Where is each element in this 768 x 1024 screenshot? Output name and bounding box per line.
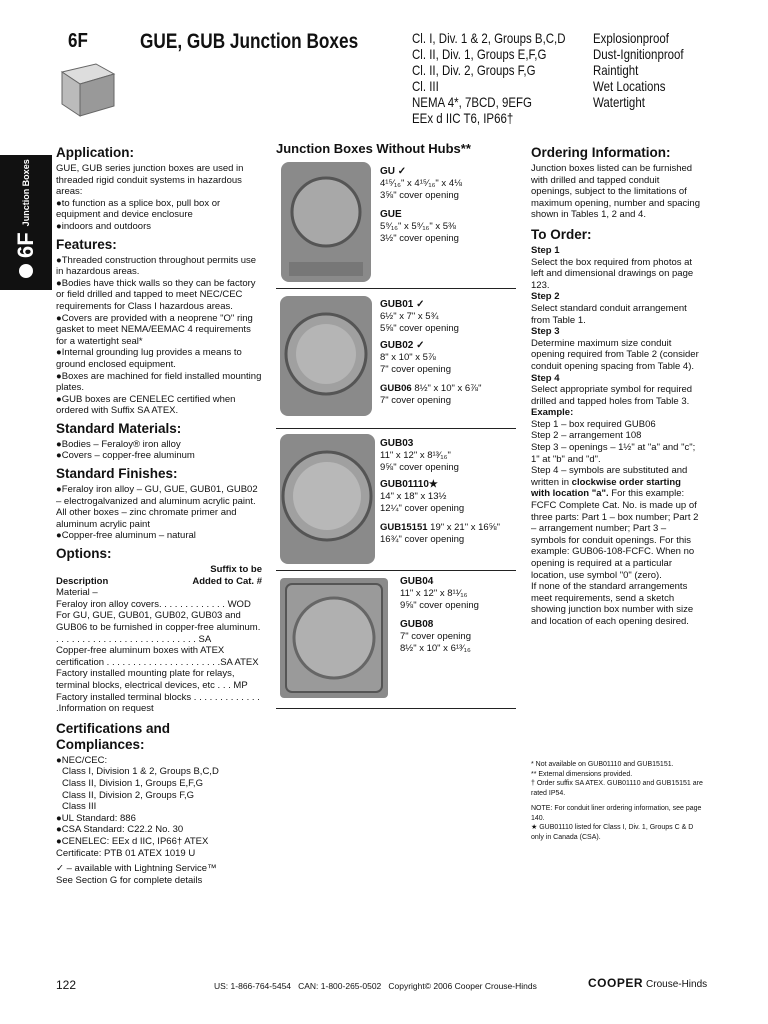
step-text: Select appropriate symbol for required drilled and tapped holes from Table 3. — [531, 384, 693, 407]
section-code: 6F — [68, 30, 88, 52]
cert-nec-line: Class II, Division 2, Groups F,G — [62, 789, 194, 801]
class-line: EEx d IIC T6, IP66† — [412, 110, 514, 126]
product-dim: 8½" x 10" x 6¹³⁄₁₆ — [400, 642, 471, 654]
step-label: Step 3 — [531, 326, 560, 338]
product-cover: 9⅝" cover opening — [380, 461, 459, 473]
class-list — [412, 30, 566, 126]
product-cover: 3⅝" cover opening — [380, 189, 459, 201]
materials-heading: Standard Materials: — [56, 420, 182, 436]
feature-item: ● GUB boxes are CENELEC certified when ordered with Suffix SA ATEX. — [56, 394, 262, 417]
product-dim: 11" x 12" x 8¹³⁄₁₆" — [380, 450, 451, 461]
product-photo-gub01 — [280, 296, 372, 416]
product-dim: 11" x 12" x 8¹¹⁄₁₆ — [400, 588, 468, 599]
rating-line: Watertight — [593, 94, 645, 110]
to-order-heading: To Order: — [531, 226, 592, 242]
product-dim: 5⁹⁄₁₆" x 5⁹⁄₁₆" x 5⅜ — [380, 221, 456, 232]
footnote: * Not available on GUB01110 and GUB15151. — [531, 761, 674, 768]
options-heading: Options: — [56, 546, 112, 562]
divider — [276, 570, 516, 571]
example-line: Step 2 – arrangement 108 — [531, 430, 642, 442]
product-cover: 3½" cover opening — [380, 232, 459, 244]
brand-logo — [588, 976, 707, 990]
lightning-note: ✓ – available with Lightning Service™ — [56, 863, 217, 875]
step-label: Step 4 — [531, 372, 560, 384]
rating-line: Dust-Ignitionproof — [593, 46, 684, 62]
products-heading: Junction Boxes Without Hubs** — [276, 141, 471, 156]
step-text: Select standard conduit arrangement from Table 1. — [531, 302, 687, 326]
product-dim: 14" x 18" x 13½ — [380, 491, 447, 502]
cert-nec-line: Class II, Division 1, Groups E,F,G — [62, 777, 203, 789]
ordering-heading: Ordering Information: — [531, 145, 671, 160]
cert-item: ● CENELEC: EEx d IIC, IP66† ATEX — [56, 836, 262, 848]
material-item: ● Covers – copper-free aluminum — [56, 450, 262, 462]
left-column — [56, 141, 262, 886]
finish-item: ● Copper-free aluminum – natural — [56, 530, 262, 542]
example-line: Step 4 – symbols are substituted and written in clockwise order starting with location "a". For this example: FCFC Complete Cat. No. is made up of three parts: Part 1 – box number; Part 2 – arrangement number; Part 3 – symbols for conduit openings. For this example: GUB06-108-FCFC. When no opening is required at a particular location, use symbol "0" (zero). — [531, 465, 699, 581]
product-name: GUE — [380, 209, 402, 220]
brand-name: COOPER — [588, 976, 644, 990]
ordering-text: Junction boxes listed can be furnished with drilled and tapped conduit openings, subject to the limitations of maximum opening, number and spacing shown in Tables 1, 2 and 4. — [531, 163, 700, 221]
application-bullet: ● indoors and outdoors — [56, 221, 262, 233]
step-text: Determine maximum size conduit opening required from Table 2 (consider conduit opening spacing from Table 4). — [531, 337, 699, 372]
product-dim: 4¹⁵⁄₁₆" x 4¹⁵⁄₁₆" x 4⅛ — [380, 178, 463, 189]
option-row: Factory installed mounting plate for relays, terminal blocks, electrical devices, etc . . . MP — [56, 668, 248, 691]
product-name: GUB01110★ — [380, 479, 438, 490]
product-cover: 7" cover opening — [380, 363, 451, 375]
product-name: GUB01 ✓ — [380, 299, 425, 310]
product-name: GUB08 — [400, 619, 434, 630]
right-column — [531, 141, 701, 628]
features-heading: Features: — [56, 236, 117, 252]
option-row: Copper-free aluminum boxes with ATEX certification . . . . . . . . . . . . . . . . . . . . . .SA ATEX — [56, 645, 259, 668]
tab-circle-icon — [19, 264, 33, 278]
class-line: NEMA 4*, 7BCD, 9EFG — [412, 94, 532, 110]
junction-box-thumbnail — [56, 58, 118, 120]
cert-certificate: Certificate: PTB 01 ATEX 1019 U — [56, 847, 196, 859]
product-group-4 — [400, 576, 510, 654]
option-row: For GU, GUE, GUB01, GUB02, GUB03 and GUB06 to be furnished in copper-free aluminum. . . . . . . . . . . . . . . . . . . . . . . . . . . . SA — [56, 610, 261, 645]
product-cover: 12¼" cover opening — [380, 502, 465, 514]
product-group-2 — [380, 299, 510, 406]
application-text: GUE, GUB series junction boxes are used in threaded rigid conduit systems in hazardous areas: — [56, 163, 244, 198]
product-dim: 8" x 10" x 5⅞ — [380, 352, 436, 363]
rating-line: Explosionproof — [593, 30, 669, 46]
product-cover: 7" cover opening — [400, 631, 471, 642]
rating-list — [593, 30, 684, 110]
footnote: ★ GUB01110 listed for Class I, Div. 1, Groups C & D only in Canada (CSA). — [531, 824, 694, 841]
application-heading: Application: — [56, 145, 134, 160]
example-label: Example: — [531, 407, 574, 419]
footer-contact: US: 1-866-764-5454 CAN: 1-800-265-0502 Copyright© 2006 Cooper Crouse-Hinds — [214, 981, 537, 991]
product-name: GUB04 — [400, 576, 434, 587]
feature-item: ● Covers are provided with a neoprene "O" ring gasket to meet NEMA/EEMAC 4 requirements for a watertight seal* — [56, 313, 262, 348]
product-inline: GUB06 8½" x 10" x 6⅞" — [380, 383, 482, 394]
material-item: ● Bodies – Feraloy® iron alloy — [56, 439, 262, 451]
product-group-1 — [380, 166, 490, 244]
feature-item: ● Threaded construction throughout permits use in hazardous areas. — [56, 255, 262, 278]
cert-item: ● CSA Standard: C22.2 No. 30 — [56, 824, 262, 836]
lightning-note-detail: See Section G for complete details — [56, 874, 203, 886]
divider — [276, 288, 516, 289]
class-line: Cl. I, Div. 1 & 2, Groups B,C,D — [412, 30, 566, 46]
product-cover: 7" cover opening — [380, 394, 451, 406]
section-tab — [0, 155, 52, 290]
footnote: ** External dimensions provided. — [531, 770, 633, 778]
product-cover: 5⅝" cover opening — [380, 322, 459, 334]
cert-item: ● UL Standard: 886 — [56, 813, 262, 825]
footnote: NOTE: For conduit liner ordering information, see page 140. — [531, 805, 702, 822]
example-end: If none of the standard arrangements meet requirements, send a sketch showing junction box number with size and location of each opening desired. — [531, 581, 694, 627]
finishes-heading: Standard Finishes: — [56, 466, 178, 482]
product-photo-gub04 — [280, 578, 388, 698]
options-header — [56, 564, 262, 587]
product-photo-gu — [281, 162, 371, 282]
example-line: Step 3 – openings – 1½" at "a" and "c"; 1" at "b" and "d". — [531, 442, 696, 465]
page-title: GUE, GUB Junction Boxes — [140, 30, 359, 53]
brand-subname: Crouse-Hinds — [646, 979, 708, 990]
feature-item: ● Internal grounding lug provides a means to ground enclosed equipment. — [56, 347, 262, 370]
step-label: Step 2 — [531, 291, 560, 303]
step-label: Step 1 — [531, 244, 560, 256]
options-suffix-header: Suffix to be Added to Cat. # — [192, 564, 262, 587]
product-group-3 — [380, 438, 520, 545]
cert-nec-line: Class I, Division 1 & 2, Groups B,C,D — [62, 766, 219, 778]
certifications-heading: Certifications and Compliances: — [56, 720, 171, 752]
example-line: Step 1 – box required GUB06 — [531, 418, 656, 430]
tab-code: 6F — [13, 232, 38, 258]
rating-line: Raintight — [593, 62, 639, 78]
product-dim: 6½" x 7" x 5¾ — [380, 311, 439, 322]
product-inline: GUB15151 19" x 21" x 16⅝" — [380, 522, 500, 533]
class-line: Cl. III — [412, 78, 439, 94]
divider — [276, 708, 516, 709]
options-description-header: Description — [56, 575, 109, 587]
finish-item: ● Feraloy iron alloy – GU, GUE, GUB01, GUB02 – electrogalvanized and aluminum acrylic paint. All other boxes – zinc chromate primer and aluminum acrylic paint — [56, 484, 262, 530]
page-number: 122 — [56, 978, 77, 992]
product-cover: 16¾" cover opening — [380, 533, 465, 545]
tab-label: Junction Boxes — [21, 159, 31, 227]
class-line: Cl. II, Div. 2, Groups F,G — [412, 62, 536, 78]
application-bullet: ● to function as a splice box, pull box or equipment and device enclosure — [56, 198, 262, 221]
option-row: Feraloy iron alloy covers. . . . . . . . . . . . . WOD — [56, 598, 251, 610]
cert-nec-label: ● NEC/CEC: — [56, 755, 262, 767]
options-material-label: Material – — [56, 587, 98, 599]
feature-item: ● Boxes are machined for field installed mounting plates. — [56, 371, 262, 394]
footnotes — [531, 760, 706, 842]
product-name: GUB03 — [380, 438, 414, 449]
product-photo-gub03 — [280, 434, 375, 564]
rating-line: Wet Locations — [593, 78, 666, 94]
footnote: † Order suffix SA ATEX. GUB01110 and GUB15151 are rated IP54. — [531, 780, 703, 797]
divider — [276, 428, 516, 429]
product-name: GUB02 ✓ — [380, 340, 425, 351]
cert-nec-line: Class III — [62, 801, 97, 813]
product-cover: 9⅝" cover opening — [400, 599, 479, 611]
feature-item: ● Bodies have thick walls so they can be factory or field drilled and tapped to meet NEC/CEC requirements for Class I hazardous areas. — [56, 278, 262, 313]
product-name: GU ✓ — [380, 166, 407, 177]
class-line: Cl. II, Div. 1, Groups E,F,G — [412, 46, 547, 62]
step-text: Select the box required from photos at left and dimensional drawings on page 123. — [531, 256, 694, 291]
option-row: Factory installed terminal blocks . . . . . . . . . . . . . .Information on request — [56, 691, 260, 715]
